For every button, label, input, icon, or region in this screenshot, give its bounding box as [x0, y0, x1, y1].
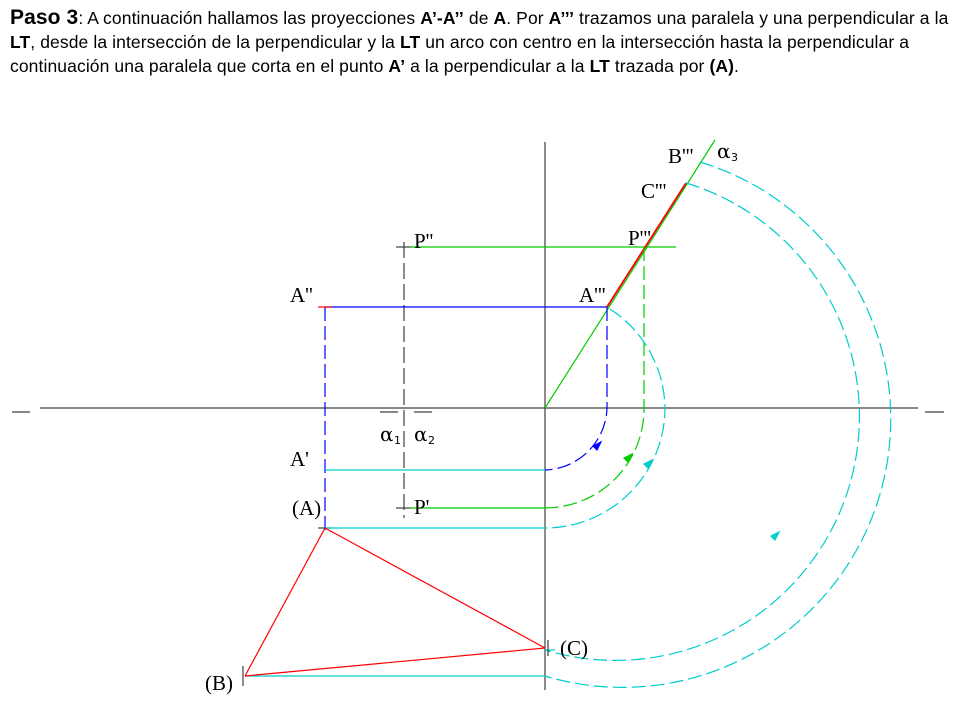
- a-cyan-arc: [545, 309, 665, 528]
- label-c3: C''': [641, 179, 667, 203]
- label-alpha2-sub: 2: [428, 434, 435, 447]
- triangle-ac: [325, 528, 545, 648]
- b-cyan-arc: [545, 162, 891, 687]
- triangle-ab: [245, 528, 325, 676]
- label-c-rot: (C): [560, 636, 588, 660]
- label-b3: B''': [668, 144, 694, 168]
- label-a-rot: (A): [292, 496, 322, 520]
- c-cyan-arc: [545, 183, 859, 660]
- label-p2: P'': [414, 229, 434, 253]
- label-alpha1-sub: 1: [394, 434, 401, 447]
- label-alpha1: α: [380, 422, 394, 446]
- label-alpha3-sub: 3: [731, 151, 738, 164]
- label-b-rot: (B): [205, 671, 233, 695]
- label-p1: P': [414, 495, 430, 519]
- label-a1: A': [290, 447, 309, 471]
- label-alpha2: α: [414, 422, 428, 446]
- label-a3: A''': [579, 283, 606, 307]
- arrow-a: [593, 442, 601, 450]
- instruction-text: Paso 3: A continuación hallamos las proyecciones A’-A’’ de A. Por A’’’ trazamos una paralela y una perpendicular a la LT, desde la intersección de la perpendicular y la LT un arco con centro en la intersección hasta la perpendicular a continuación una paralela que corta en el punto A’ a la perpendicular a la LT trazada por (A).: [10, 6, 949, 76]
- label-p3: P''': [628, 226, 652, 250]
- label-alpha3: α: [717, 139, 731, 163]
- step-title: Paso 3: [10, 6, 79, 29]
- triangle-bc: [245, 648, 545, 676]
- arrow-c: [771, 532, 779, 540]
- alpha3-trace: [545, 140, 715, 408]
- label-a2: A'': [290, 283, 313, 307]
